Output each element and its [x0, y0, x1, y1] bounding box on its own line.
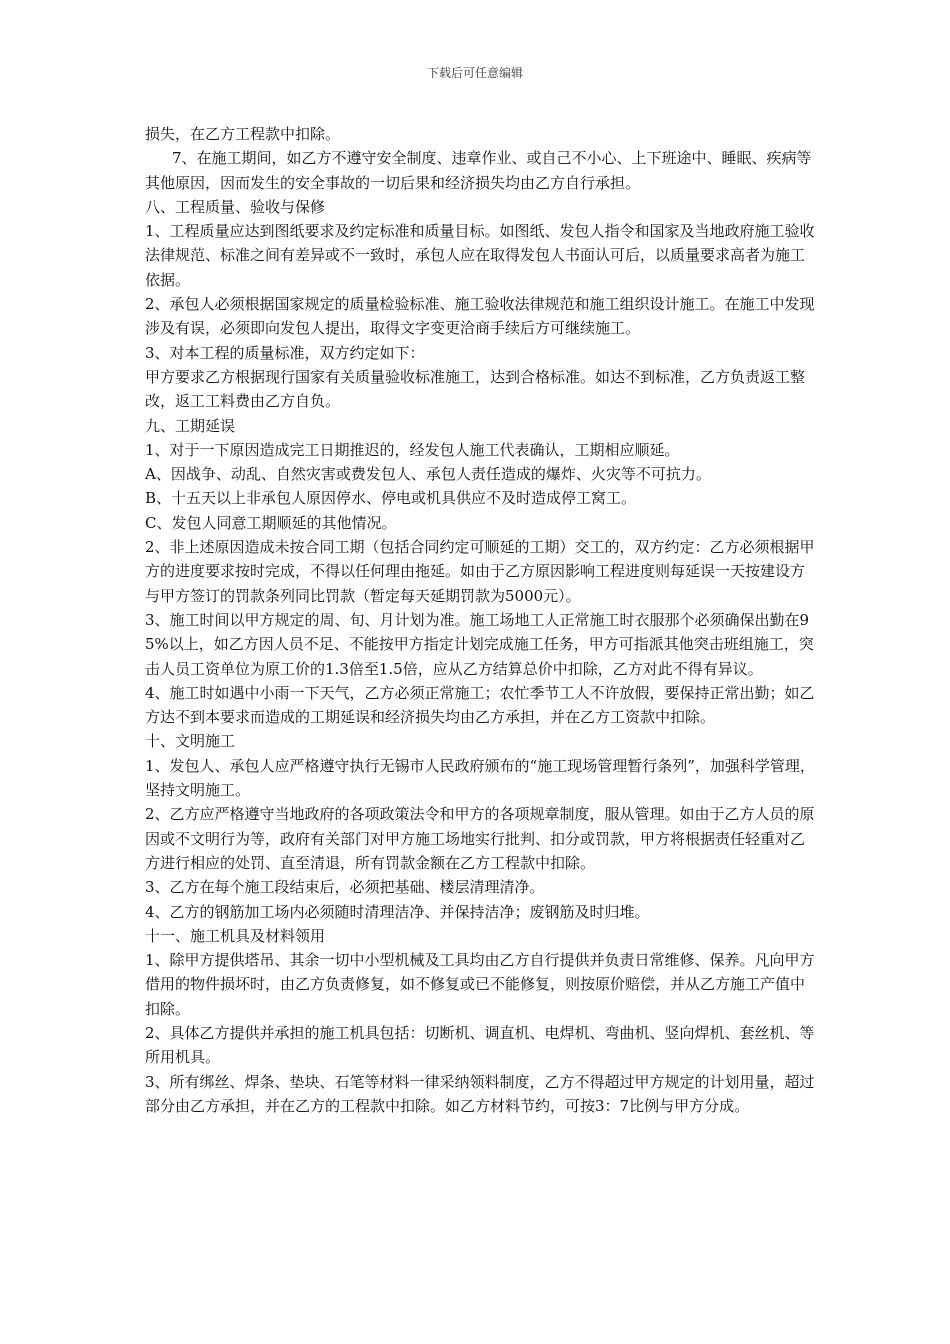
paragraph: 3、乙方在每个施工段结束后，必须把基础、楼层清理清净。	[145, 878, 545, 897]
paragraph: A、因战争、动乱、自然灾害或费发包人、承包人责任造成的爆炸、火灾等不可抗力。	[145, 465, 711, 484]
paragraph: 2、乙方应严格遵守当地政府的各项政策法令和甲方的各项规章制度，服从管理。如由于乙方人员的原因或不文明行为等，政府有关部门对甲方施工场地实行批判、扣分或罚款，甲方将根据责任轻重对乙方进行相应的处罚、直至清退，所有罚款金额在乙方工程款中扣除。	[145, 805, 815, 872]
paragraph: B、十五天以上非承包人原因停水、停电或机具供应不及时造成停工窝工。	[145, 489, 637, 508]
paragraph: 3、所有绑丝、焊条、垫块、石笔等材料一律采纳领料制度，乙方不得超过甲方规定的计划用量，超过部分由乙方承担，并在乙方的工程款中扣除。如乙方材料节约，可按3：7比例与甲方分成。	[145, 1072, 815, 1115]
section-heading: 十一、施工机具及材料领用	[145, 926, 326, 945]
paragraph: 1、发包人、承包人应严格遵守执行无锡市人民政府颁布的“施工现场管理暂行条列”，加强科学管理，坚持文明施工。	[145, 756, 815, 800]
section-heading: 十、文明施工	[145, 732, 236, 751]
paragraph: 损失，在乙方工程款中扣除。	[145, 125, 341, 143]
paragraph: 2、非上述原因造成未按合同工期（包括合同约定可顺延的工期）交工的，双方约定：乙方必须根据甲方的进度要求按时完成，不得以任何理由拖延。如由于乙方原因影响工程进度则每延误一天按建设方与甲方签订的罚款条列同比罚款（暂定每天延期罚款为5000元）。	[145, 538, 815, 605]
paragraph: 7、在施工期间，如乙方不遵守安全制度、违章作业、或自己不小心、上下班途中、睡眠、疾病等其他原因，因而发生的安全事故的一切后果和经济损失均由乙方自行承担。	[145, 149, 812, 192]
paragraph: 甲方要求乙方根据现行国家有关质量验收标准施工，达到合格标准。如达不到标准，乙方负责返工整改，返工工料费由乙方自负。	[145, 367, 806, 411]
paragraph: 4、乙方的钢筋加工场内必须随时清理洁净、并保持洁净；废钢筋及时归堆。	[145, 902, 650, 921]
paragraph: C、发包人同意工期顺延的其他情况。	[145, 513, 397, 532]
paragraph: 1、对于一下原因造成完工日期推迟的，经发包人施工代表确认，工期相应顺延。	[145, 440, 680, 459]
section-heading: 九、工期延误	[145, 416, 236, 435]
paragraph: 3、对本工程的质量标准，双方约定如下：	[145, 343, 425, 362]
paragraph: 1、除甲方提供塔吊、其余一切中小型机械及工具均由乙方自行提供并负责日常维修、保养。凡向甲方借用的物件损坏时，由乙方负责修复，如不修复或已不能修复，则按原价赔偿，并从乙方施工产值中扣除。	[145, 951, 815, 1018]
paragraph: 4、施工时如遇中小雨一下天气，乙方必须正常施工；农忙季节工人不许放假，要保持正常出勤；如乙方达不到本要求而造成的工期延误和经济损失均由乙方承担，并在乙方工资款中扣除。	[145, 683, 815, 727]
section-heading: 八、工程质量、验收与保修	[145, 197, 326, 216]
paragraph: 2、承包人必须根据国家规定的质量检验标准、施工验收法律规范和施工组织设计施工。在施工中发现涉及有误，必须即向发包人提出，取得文字变更洽商手续后方可继续施工。	[145, 295, 815, 338]
paragraph: 1、工程质量应达到图纸要求及约定标准和质量目标。如图纸、发包人指令和国家及当地政府施工验收法律规范、标准之间有差异或不一致时，承包人应在取得发包人书面认可后，以质量要求高者为施工依据。	[145, 222, 815, 289]
page-header: 下载后可任意编辑	[426, 66, 523, 80]
paragraph: 3、施工时间以甲方规定的周、旬、月计划为准。施工场地工人正常施工时衣服那个必须确保出勤在95%以上，如乙方因人员不足、不能按甲方指定计划完成施工任务，甲方可指派其他突击班组施工，突击人员工资单位为原工价的1.3倍至1.5倍，应从乙方结算总价中扣除，乙方对此不得有异议。	[145, 610, 814, 678]
document-body	[145, 122, 815, 1118]
paragraph: 2、具体乙方提供并承担的施工机具包括：切断机、调直机、电焊机、弯曲机、竖向焊机、套丝机、等所用机具。	[145, 1023, 815, 1067]
